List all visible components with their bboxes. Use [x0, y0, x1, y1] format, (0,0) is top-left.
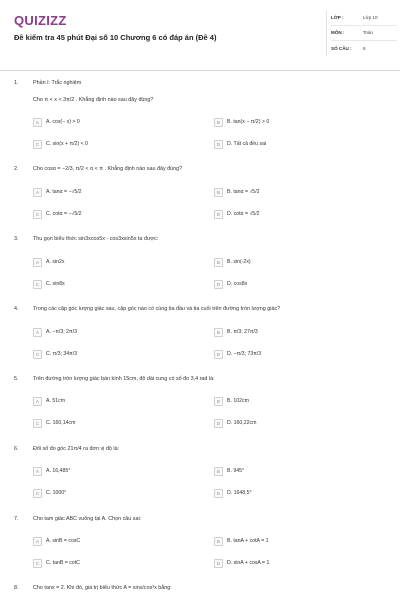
option-letter-box: B — [214, 118, 223, 127]
option-b[interactable] — [214, 535, 269, 547]
option-b[interactable] — [214, 186, 260, 198]
question-number: 8. — [14, 585, 19, 591]
question-text: Thu gọn biểu thức sin3xcos5x - cos3xsin5x ta được: — [33, 236, 159, 242]
page-title: Đề kiểm tra 45 phút Đại số 10 Chương 6 có đáp án (Đề 4) — [14, 33, 217, 42]
option-a[interactable] — [33, 535, 80, 547]
question-text: Trong các cặp góc lượng giác sau, cặp góc nào có cùng tia đầu và tia cuối trên đường tròn lượng giác? — [33, 306, 281, 312]
option-text: D. −π/3; 73π/3 — [227, 351, 262, 357]
question-text: Cho tam giác ABC vuông tại A. Chọn câu sai: — [33, 516, 142, 522]
question-text: Cho tanx = 2. Khi đó, giá trị biểu thức A = sinx/cos³x bằng: — [33, 585, 172, 591]
option-letter-box: A — [33, 118, 42, 127]
option-letter-box: D — [214, 419, 223, 428]
option-d[interactable] — [214, 487, 252, 499]
option-d[interactable] — [214, 208, 260, 220]
option-text: C. 1000° — [46, 490, 67, 496]
option-letter-box: C — [33, 140, 42, 149]
option-text: A. tanα = −√5/2 — [46, 189, 82, 195]
option-letter-box: C — [33, 350, 42, 359]
option-d[interactable] — [214, 138, 266, 150]
option-text: A. 16,485° — [46, 468, 71, 474]
option-text: B. tan(x − π/2) > 0 — [227, 119, 270, 125]
option-c[interactable] — [33, 138, 88, 150]
question-number: 5. — [14, 376, 19, 382]
question-subtext: Cho π < x < 3π/2 . Khẳng định nào sau đây đúng? — [33, 97, 154, 103]
question-number: 3. — [14, 236, 19, 242]
option-b[interactable] — [214, 395, 249, 407]
meta-value: Lớp 10 — [363, 14, 378, 20]
meta-row-count — [331, 41, 397, 56]
worksheet-meta — [326, 10, 397, 56]
option-text: D. 1648,5° — [227, 490, 252, 496]
option-text: B. tanA + cotA = 1 — [227, 538, 269, 544]
option-a[interactable] — [33, 186, 82, 198]
meta-value: 8 — [363, 45, 366, 51]
option-letter-box: C — [33, 210, 42, 219]
meta-row-class — [331, 10, 397, 26]
question-number: 1. — [14, 80, 19, 86]
option-letter-box: A — [33, 328, 42, 337]
option-d[interactable] — [214, 348, 261, 360]
option-text: B. π/3; 27π/3 — [227, 329, 258, 335]
option-text: A. 51cm — [46, 398, 66, 404]
option-a[interactable] — [33, 326, 77, 338]
question-text: Cho cosα = −2/3, π/2 < α < π . Khẳng định nào sau đây đúng? — [33, 166, 183, 172]
option-letter-box: B — [214, 258, 223, 267]
question-text: Đổi số đo góc 21π/4 ra đơn vị độ là: — [33, 446, 120, 452]
meta-label: SỐ CÂU : — [331, 45, 352, 51]
option-c[interactable] — [33, 348, 77, 360]
option-letter-box: D — [214, 280, 223, 289]
option-text: D. 160,22cm — [227, 420, 257, 426]
option-b[interactable] — [214, 256, 251, 268]
option-text: A. sinB = cosC — [46, 538, 81, 544]
option-b[interactable] — [214, 465, 244, 477]
option-letter-box: D — [214, 559, 223, 568]
option-text: C. 160,14cm — [46, 420, 76, 426]
option-letter-box: A — [33, 537, 42, 546]
option-c[interactable] — [33, 417, 75, 429]
meta-row-subject — [331, 26, 397, 42]
meta-label: LỚP : — [331, 14, 344, 20]
option-letter-box: B — [214, 188, 223, 197]
option-letter-box: C — [33, 489, 42, 498]
option-letter-box: B — [214, 328, 223, 337]
option-text: C. tanB = cotC — [46, 560, 80, 566]
option-a[interactable] — [33, 116, 80, 128]
option-letter-box: D — [214, 210, 223, 219]
option-c[interactable] — [33, 208, 82, 220]
option-letter-box: C — [33, 419, 42, 428]
option-a[interactable] — [33, 256, 64, 268]
option-letter-box: A — [33, 188, 42, 197]
option-a[interactable] — [33, 465, 70, 477]
option-text: A. cos(− x) > 0 — [46, 119, 80, 125]
option-b[interactable] — [214, 326, 258, 338]
option-text: A. sin2x — [46, 259, 65, 265]
option-letter-box: C — [33, 559, 42, 568]
option-letter-box: A — [33, 467, 42, 476]
worksheet-header — [0, 0, 400, 71]
option-text: B. tanα = √5/2 — [227, 189, 260, 195]
option-letter-box: A — [33, 258, 42, 267]
option-d[interactable] — [214, 278, 247, 290]
option-letter-box: B — [214, 397, 223, 406]
option-letter-box: A — [33, 397, 42, 406]
option-text: C. cotα = −√5/2 — [46, 211, 82, 217]
option-letter-box: B — [214, 537, 223, 546]
option-text: B. 945° — [227, 468, 245, 474]
option-d[interactable] — [214, 557, 269, 569]
option-letter-box: D — [214, 140, 223, 149]
option-text: D. sinA + cosA = 1 — [227, 560, 270, 566]
option-text: D. cotα = √5/2 — [227, 211, 260, 217]
option-text: D. Tất cả đều sai — [227, 141, 267, 147]
question-number: 7. — [14, 516, 19, 522]
option-letter-box: C — [33, 280, 42, 289]
question-number: 4. — [14, 306, 19, 312]
option-text: C. sin8x — [46, 281, 65, 287]
question-number: 6. — [14, 446, 19, 452]
option-text: B. 102cm — [227, 398, 249, 404]
option-c[interactable] — [33, 278, 65, 290]
option-text: C. π/3; 34π/3 — [46, 351, 78, 357]
option-a[interactable] — [33, 395, 65, 407]
option-text: C. sin(x + π/2) < 0 — [46, 141, 88, 147]
meta-label: MÔN : — [331, 30, 345, 36]
option-b[interactable] — [214, 116, 269, 128]
question-text: Phần I: Trắc nghiệm — [33, 80, 82, 86]
option-text: B. sin(-2x) — [227, 259, 251, 265]
option-d[interactable] — [214, 417, 256, 429]
option-letter-box: D — [214, 489, 223, 498]
quizizz-logo: QUIZIZZ — [14, 13, 67, 28]
option-text: D. cos8x — [227, 281, 248, 287]
option-letter-box: B — [214, 467, 223, 476]
option-c[interactable] — [33, 487, 66, 499]
question-text: Trên đường tròn lượng giác bán kính 15cm, độ dài cung có số đo 3,4 rad là: — [33, 376, 215, 382]
option-text: A. −π/3; 2π/3 — [46, 329, 77, 335]
option-c[interactable] — [33, 557, 80, 569]
meta-value: Toán — [363, 30, 373, 36]
option-letter-box: D — [214, 350, 223, 359]
question-number: 2. — [14, 166, 19, 172]
